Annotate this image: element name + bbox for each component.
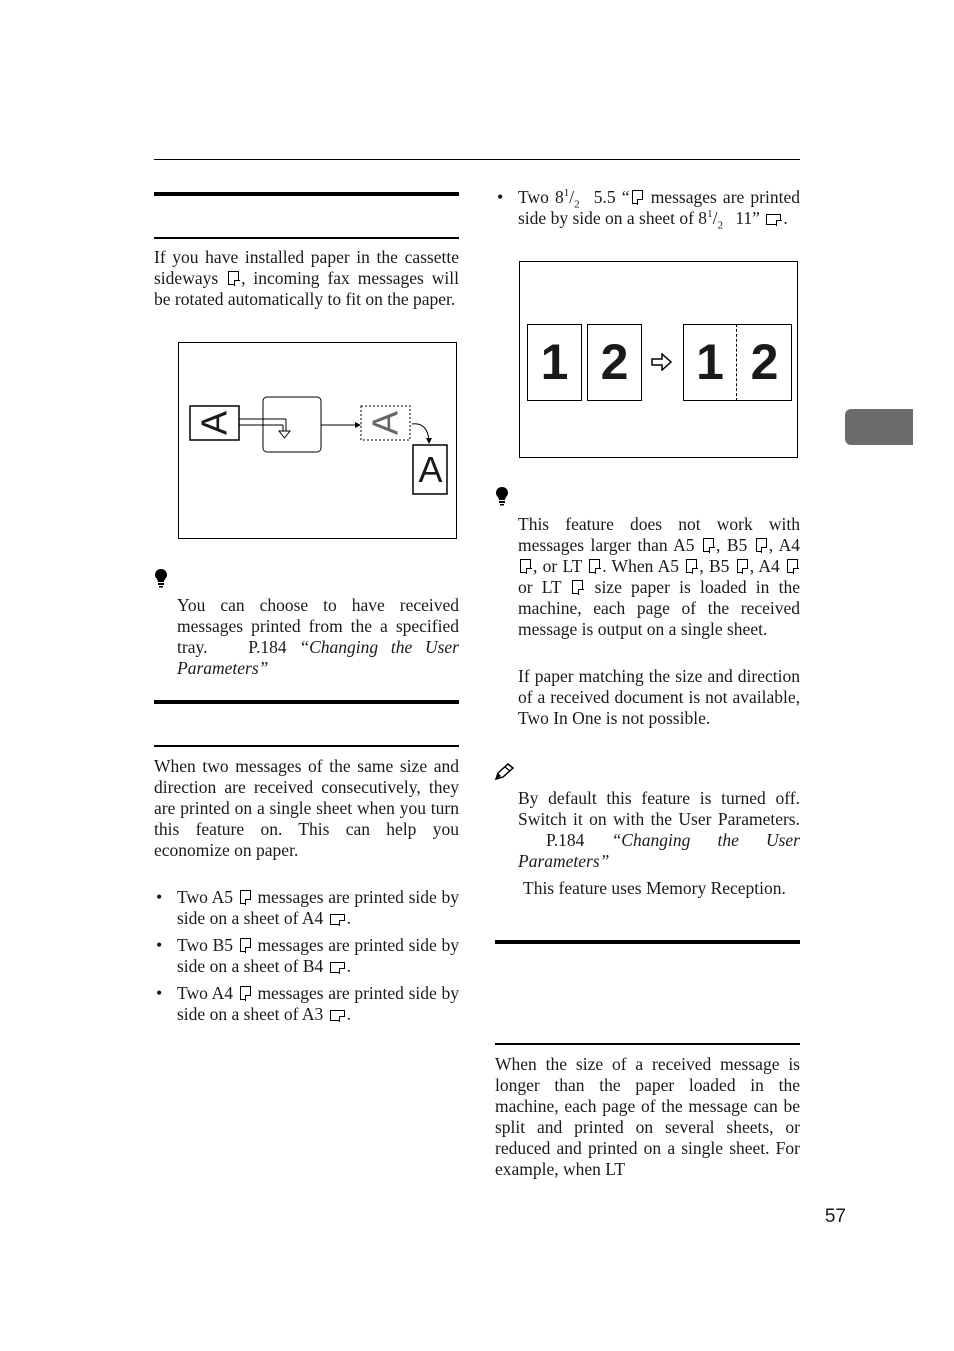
rotation-paragraph: If you have installed paper in the cassette sideways , incoming fax messages will be rotated automatically to fit on the paper. — [154, 247, 459, 309]
portrait-paper-icon — [686, 559, 697, 573]
chapter-tab — [845, 409, 913, 445]
header-rule — [154, 159, 800, 160]
portrait-paper-icon — [240, 986, 251, 1000]
arrow-right-icon — [651, 353, 673, 371]
bullet-marker — [156, 892, 164, 900]
bullet-a5: Two A5 messages are printed side by side on a sheet of A4 . — [177, 887, 460, 928]
bullet-a4: Two A4 messages are printed side by side on a sheet of A3 . — [177, 983, 460, 1024]
landscape-paper-icon — [330, 962, 345, 973]
portrait-paper-icon — [520, 559, 531, 573]
note-pencil-icon — [494, 763, 514, 781]
rotated-letter-a-left: A — [193, 411, 235, 436]
section-rule-rotation-bottom — [154, 237, 459, 239]
rotation-figure — [178, 342, 457, 539]
page-2-number: 2 — [600, 334, 629, 390]
portrait-paper-icon — [787, 559, 798, 573]
limitation-direction: If paper matching the size and direction of a received document is not available, Two In One is not possible. — [518, 666, 800, 728]
two-in-one-figure — [519, 261, 798, 458]
rotated-letter-a-right: A — [364, 411, 406, 436]
portrait-paper-icon — [240, 938, 251, 952]
section-rule-page-separation-bottom — [495, 1043, 800, 1045]
page-1-number: 1 — [540, 334, 569, 390]
landscape-paper-icon — [330, 1010, 345, 1021]
limitation-size: This feature does not work with messages larger than A5 , B5 , A4 , or LT . When A5 , B5 , A4 or LT size paper is loaded in the machine, each page of the received message is output on a single sheet. — [518, 514, 800, 639]
section-rule-twoinone-top — [154, 700, 459, 704]
section-rule-twoinone-bottom — [154, 745, 459, 747]
upright-letter-a: A — [418, 449, 443, 490]
page-separation-paragraph: When the size of a received message is longer than the paper loaded in the machine, each page of the message can be split and printed on several sheets, or reduced and printed on a single sheet. For example, when LT — [495, 1054, 800, 1179]
bullet-marker — [156, 988, 164, 996]
note-memory-reception: This feature uses Memory Reception. — [523, 878, 786, 898]
note-default-off: By default this feature is turned off. Switch it on with the User Parameters. P.184 “Changing the User Parameters” — [518, 788, 800, 871]
page-number: 57 — [824, 1206, 846, 1227]
limitation-bulb-icon — [495, 486, 509, 506]
bullet-marker — [497, 192, 505, 200]
note-bulb-icon — [154, 568, 168, 588]
portrait-paper-icon — [632, 190, 643, 204]
portrait-paper-icon — [756, 538, 767, 552]
section-rule-rotation-top — [154, 192, 459, 196]
bullet-marker — [156, 940, 164, 948]
two-in-one-paragraph: When two messages of the same size and direction are received consecutively, they are printed on a single sheet when you turn this feature on. This can help you economize on paper. — [154, 756, 459, 860]
portrait-paper-icon — [228, 271, 239, 285]
landscape-paper-icon — [766, 214, 781, 225]
combined-page-1-number: 1 — [696, 334, 724, 390]
combined-page-2-number: 2 — [750, 334, 779, 390]
bullet-b5: Two B5 messages are printed side by side on a sheet of B4 . — [177, 935, 460, 976]
landscape-paper-icon — [330, 914, 345, 925]
note-tray-selection: You can choose to have received messages printed from the a specified tray. P.184 “Changing the User Parameters” — [177, 595, 459, 678]
portrait-paper-icon — [572, 580, 583, 594]
section-rule-page-separation-top — [495, 940, 800, 944]
portrait-paper-icon — [703, 538, 714, 552]
portrait-paper-icon — [589, 559, 600, 573]
portrait-paper-icon — [240, 890, 251, 904]
bullet-letter-size: Two $8^1/_2$ 5.5 “ messages are printed side by side on a sheet of $8^1/_2$ 11” . — [518, 187, 800, 232]
portrait-paper-icon — [737, 559, 748, 573]
